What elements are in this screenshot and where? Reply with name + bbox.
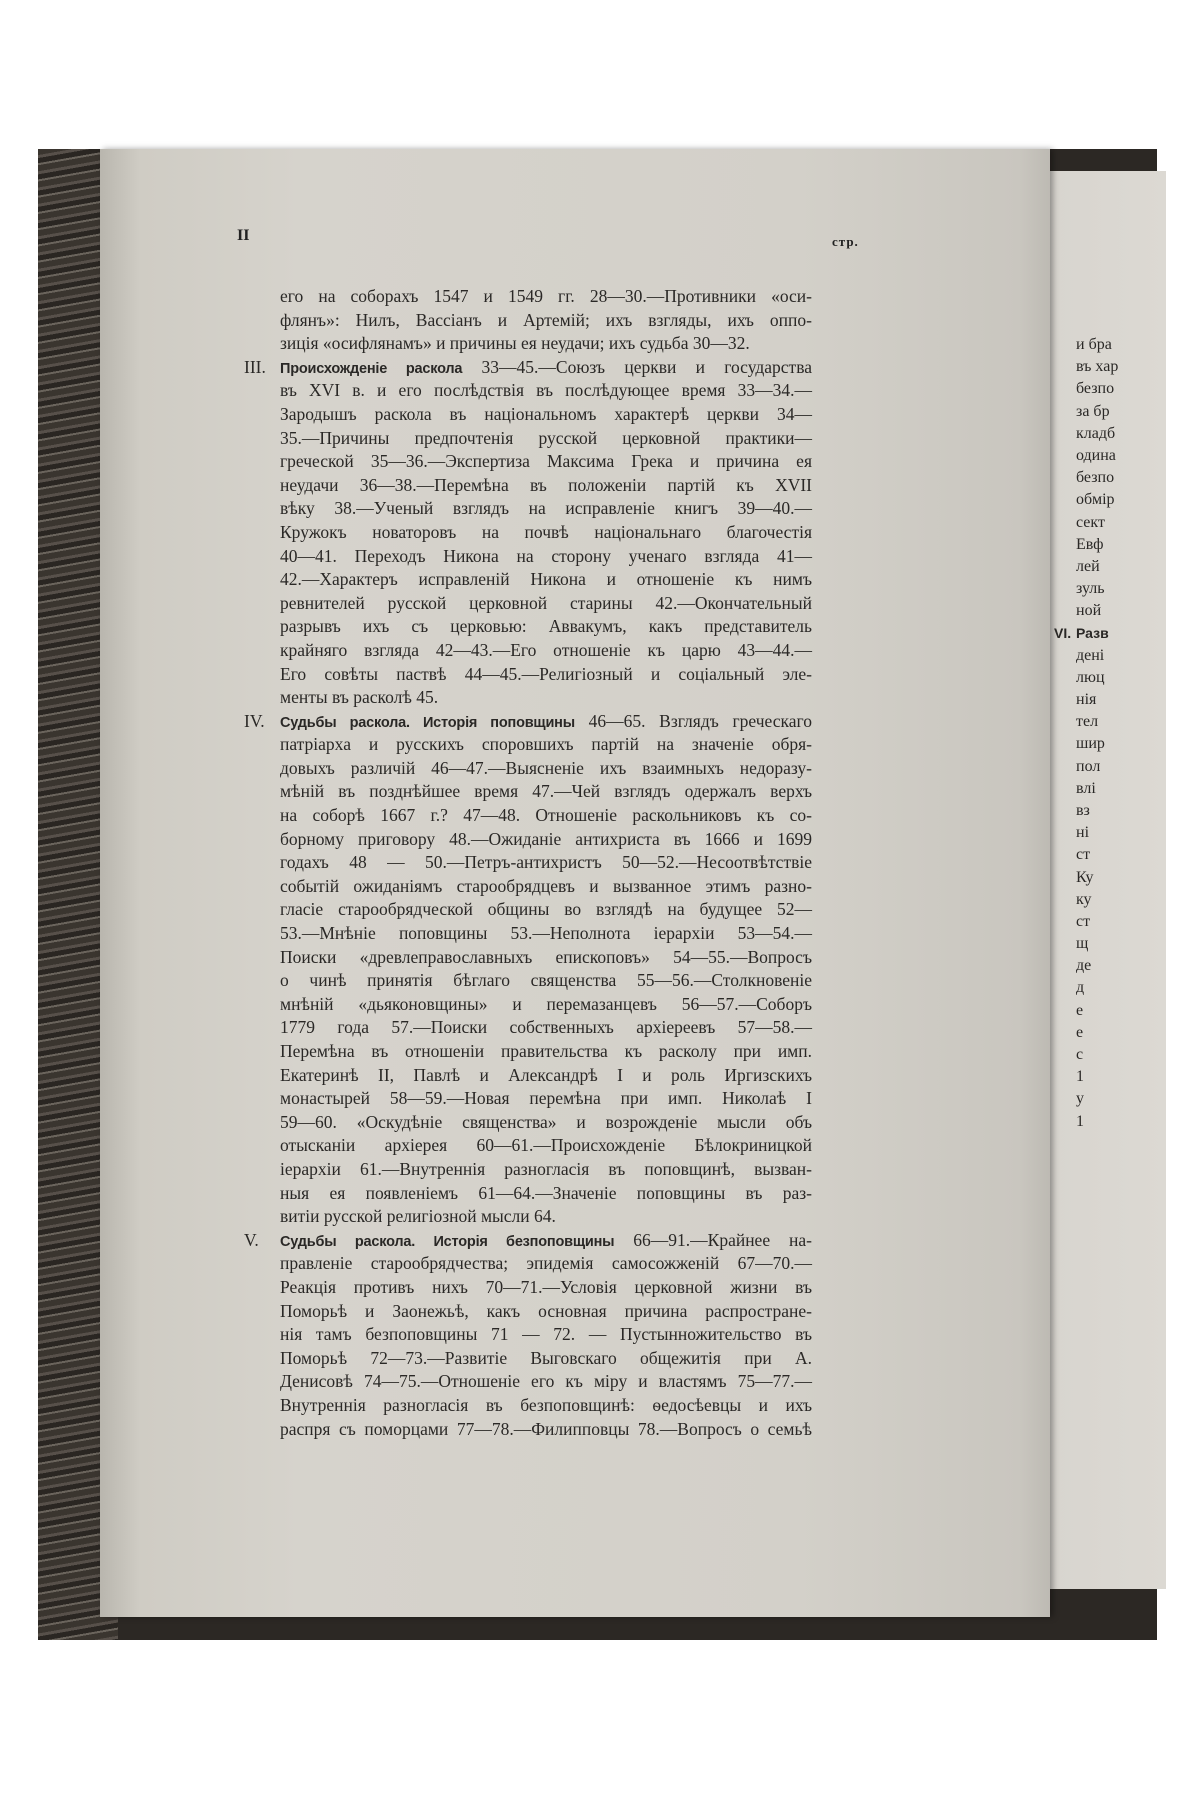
toc-line (280, 1087, 812, 1111)
right-page-line (1076, 645, 1118, 667)
line-text: гласіе старообрядческой общины во взглядѣ на будущее 52— (280, 899, 812, 920)
toc-line (280, 946, 812, 970)
line-text: патріарха и русскихъ споровшихъ партій на значеніе обря- (280, 734, 812, 755)
line-text: Реакція противъ нихъ 70—71.—Условія церковной жизни въ (280, 1276, 812, 1297)
right-page-line (1076, 1022, 1118, 1044)
line-text: нія (1076, 691, 1097, 708)
line-text: вз (1076, 801, 1090, 819)
line-text: довыхъ различій 46—47.—Выясненіе ихъ взаимныхъ недоразу- (280, 757, 812, 778)
section-number: VI. (1054, 625, 1072, 642)
toc-line (280, 450, 812, 474)
toc-line (280, 1347, 812, 1371)
toc-line (280, 615, 812, 639)
toc-line (280, 1300, 812, 1324)
line-text: вѣку 38.—Ученый взглядъ на исправленіе книгъ 39—40.— (280, 498, 812, 519)
right-page-line (1076, 977, 1118, 999)
toc-line (280, 379, 812, 403)
right-page-line (1076, 1000, 1118, 1022)
toc-line (280, 1394, 812, 1418)
line-text: разрывъ ихъ съ церковью: Аввакумъ, какъ представитель (280, 616, 812, 637)
section-number: V. (244, 1229, 259, 1250)
line-text: Поморьѣ и Заонежьѣ, какъ основная причина распростране- (280, 1300, 812, 1321)
toc-line (244, 710, 812, 734)
right-page-line (1076, 911, 1118, 933)
line-text: флянъ»: Нилъ, Вассіанъ и Артемій; ихъ взгляды, ихъ оппо- (280, 309, 812, 330)
right-page-line (1076, 1044, 1118, 1066)
toc-line (280, 969, 812, 993)
line-text: мнѣній «дьяконовщины» и перемазанцевъ 56—57.—Соборъ (280, 993, 812, 1014)
line-text: Зародышъ раскола въ національномъ характерѣ церкви 34— (280, 403, 812, 424)
toc-line (280, 1182, 812, 1206)
toc-line (280, 733, 812, 757)
line-text: ку (1076, 890, 1092, 908)
toc-line (280, 309, 812, 333)
line-text: на соборѣ 1667 г.? 47—48. Отношеніе раскольниковъ къ со- (280, 805, 812, 826)
right-page-line (1076, 933, 1118, 955)
line-text: 35.—Причины предпочтенія русской церковной практики— (280, 427, 812, 448)
line-text: о чинѣ принятія бѣглаго священства 55—56.—Столкновеніе (280, 970, 812, 991)
section-heading: Происхожденіе раскола (280, 360, 463, 377)
right-page-line (1076, 489, 1118, 511)
line-text: Ку (1076, 868, 1094, 886)
line-text: Кружокъ новаторовъ на почвѣ національнаго благочестія (280, 521, 812, 542)
toc-line (280, 285, 812, 309)
toc-line (280, 403, 812, 427)
line-text: лей (1076, 557, 1100, 575)
line-text: сект (1076, 513, 1105, 531)
line-text: греческой 35—36.—Экспертиза Максима Грека и причина ея (280, 451, 812, 472)
line-text: зуль (1076, 580, 1105, 598)
right-page-line (1076, 889, 1118, 911)
toc-line (280, 1064, 812, 1088)
toc-line (280, 1016, 812, 1040)
line-text: люц (1076, 668, 1105, 686)
line-text: безпо (1076, 469, 1115, 487)
toc-line (280, 1111, 812, 1135)
toc-line (280, 1134, 812, 1158)
line-text: зиція «осифлянамъ» и причины ея неудачи; ихъ судьба 30—32. (280, 333, 750, 354)
toc-line (280, 568, 812, 592)
toc-line (280, 828, 812, 852)
line-text: Екатеринѣ II, Павлѣ и Александрѣ I и роль Иргизскихъ (280, 1064, 812, 1085)
toc-line (280, 332, 812, 356)
line-text: отысканіи архіерея 60—61.—Происхожденіе Бѣлокриницкой (280, 1135, 812, 1156)
page-column-label: стр. (832, 234, 859, 249)
line-text: 1 (1076, 1068, 1084, 1086)
right-page-line (1076, 1111, 1118, 1133)
toc-line (280, 474, 812, 498)
table-of-contents (244, 285, 812, 1441)
toc-line (280, 639, 812, 663)
line-text: крайняго взгляда 42—43.—Его отношеніе къ царю 43—44.— (280, 639, 812, 660)
right-page-line (1076, 1066, 1118, 1088)
toc-line (280, 804, 812, 828)
right-page-line (1076, 467, 1118, 489)
line-text: влі (1076, 779, 1096, 797)
line-text: 33—45.—Союзъ церкви и государства (462, 356, 812, 377)
right-page-line (1054, 622, 1118, 644)
line-text: ныя ея появленіемъ 61—64.—Значеніе поповщины въ раз- (280, 1182, 812, 1203)
toc-line (280, 497, 812, 521)
line-text: Евф (1076, 535, 1104, 553)
toc-line (280, 1158, 812, 1182)
line-text: въ XVI в. и его послѣдствія въ послѣдующее время 33—34.— (280, 380, 812, 401)
line-text: годахъ 48 — 50.—Петръ-антихристъ 50—52.—Несоотвѣтствіе (280, 852, 812, 873)
line-text: пол (1076, 757, 1101, 775)
line-text: Разв (1076, 625, 1109, 642)
toc-line (280, 1323, 812, 1347)
line-text: 59—60. «Оскудѣніе священства» и возрожденіе мысли объ (280, 1111, 812, 1132)
line-text: мѣній въ позднѣйшее время 47.—Чей взглядъ одержалъ верхъ (280, 781, 812, 802)
page-number: II (237, 227, 250, 244)
right-page-line (1076, 778, 1118, 800)
toc-line (280, 898, 812, 922)
right-page-line (1076, 867, 1118, 889)
line-text: Поморьѣ 72—73.—Развитіе Выговскаго общежитія при А. (280, 1347, 812, 1368)
line-text: Перемѣна въ отношеніи правительства къ расколу при имп. (280, 1041, 812, 1061)
toc-line (280, 663, 812, 687)
line-text: борному приговору 48.—Ожиданіе антихриста въ 1666 и 1699 (280, 828, 812, 849)
toc-line (280, 757, 812, 781)
section-number: III. (244, 356, 266, 377)
line-text: ной (1076, 602, 1102, 620)
toc-line (280, 1418, 812, 1442)
toc-line (280, 1252, 812, 1276)
line-text: одина (1076, 446, 1116, 464)
right-page-line (1076, 600, 1118, 622)
line-text: правленіе старообрядчества; эпидемія самосожженій 67—70.— (280, 1253, 812, 1274)
toc-line (280, 521, 812, 545)
right-page-line (1076, 844, 1118, 866)
line-text: 46—65. Взглядъ греческаго (574, 710, 812, 731)
line-text: его на соборахъ 1547 и 1549 гг. 28—30.—Противники «оси- (280, 286, 812, 306)
line-text: с (1076, 1046, 1084, 1063)
line-text: Внутреннія разногласія въ безпоповщинѣ: ѳедосѣевцы и ихъ (280, 1394, 812, 1415)
section-heading: Судьбы раскола. Исторія безпоповщины (280, 1233, 615, 1250)
right-page-line (1076, 822, 1118, 844)
line-text: Поиски «древлеправославныхъ епископовъ» 54—55.—Вопросъ (280, 946, 812, 967)
right-page-line (1076, 733, 1118, 755)
line-text: и бра (1076, 336, 1112, 353)
line-text: неудачи 36—38.—Перемѣна въ положеніи партій къ XVII (280, 474, 812, 495)
line-text: Денисовѣ 74—75.—Отношеніе его къ міру и властямъ 75—77.— (280, 1371, 812, 1392)
toc-line (280, 592, 812, 616)
line-text: распря съ поморцами 77—78.—Филипповцы 78.—Вопросъ о семьѣ (280, 1418, 812, 1439)
toc-line (280, 875, 812, 899)
line-text: менты въ расколѣ 45. (280, 687, 439, 708)
toc-line (280, 993, 812, 1017)
line-text: 66—91.—Крайнее на- (614, 1229, 812, 1250)
line-text: за бр (1076, 402, 1110, 420)
right-page-line (1076, 711, 1118, 733)
line-text: ст (1076, 912, 1091, 930)
right-page-line (1076, 378, 1118, 400)
line-text: безпо (1076, 380, 1115, 398)
toc-line (280, 1205, 812, 1229)
toc-line (280, 686, 812, 710)
right-page-line (1076, 334, 1118, 356)
right-page-line (1076, 534, 1118, 556)
line-text: Его совѣты паствѣ 44—45.—Религіозный и соціальный эле- (280, 663, 812, 684)
line-text: ні (1076, 824, 1090, 842)
right-page-text (1054, 334, 1119, 1133)
toc-line (280, 427, 812, 451)
right-page-line (1076, 689, 1118, 711)
line-text: шир (1076, 735, 1105, 753)
right-page-line (1076, 800, 1118, 822)
right-page-line (1076, 445, 1118, 467)
line-text: обмір (1076, 491, 1115, 509)
right-page-line (1076, 955, 1118, 977)
line-text: кладб (1076, 424, 1116, 442)
right-page-line (1076, 401, 1118, 423)
right-page-line (1076, 1088, 1118, 1110)
toc-line (280, 545, 812, 569)
toc-line (244, 1229, 812, 1253)
line-text: 1779 года 57.—Поиски собственныхъ архіереевъ 57—58.— (280, 1017, 812, 1038)
line-text: дені (1076, 646, 1105, 664)
right-page-line (1076, 423, 1118, 445)
line-text: 1 (1076, 1112, 1084, 1130)
right-page-line (1076, 356, 1118, 378)
toc-line (280, 780, 812, 804)
section-number: IV. (244, 710, 265, 731)
line-text: событій ожиданіямъ старообрядцевъ и вызванное этимъ разно- (280, 875, 812, 896)
line-text: ревнителей русской церковной старины 42.—Окончательный (280, 592, 812, 613)
line-text: ст (1076, 846, 1091, 864)
toc-line (244, 356, 812, 380)
line-text: е (1076, 1023, 1084, 1041)
line-text: у (1076, 1090, 1084, 1108)
line-text: 42.—Характеръ исправленій Никона и отношеніе къ нимъ (280, 569, 812, 590)
right-page-line (1076, 756, 1118, 778)
line-text: щ (1076, 935, 1089, 953)
line-text: 40—41. Переходъ Никона на сторону ученаго взгляда 41— (280, 545, 812, 566)
right-page-line (1076, 667, 1118, 689)
right-page-line (1076, 512, 1118, 534)
line-text: витіи русской религіозной мысли 64. (280, 1206, 556, 1227)
line-text: нія тамъ безпоповщины 71 — 72. — Пустынножительство въ (280, 1324, 812, 1345)
line-text: тел (1076, 713, 1099, 731)
line-text: въ хар (1076, 358, 1119, 376)
right-page-line (1076, 556, 1118, 578)
right-page-line (1076, 578, 1118, 600)
toc-line (280, 1370, 812, 1394)
toc-line (280, 851, 812, 875)
line-text: д (1076, 979, 1085, 997)
line-text: де (1076, 957, 1092, 975)
section-heading: Судьбы раскола. Исторія поповщины (280, 714, 575, 731)
toc-line (280, 1040, 812, 1064)
line-text: е (1076, 1001, 1084, 1019)
line-text: 53.—Мнѣніе поповщины 53.—Неполнота іерархіи 53—54.— (280, 923, 812, 944)
line-text: монастырей 58—59.—Новая перемѣна при имп. Николаѣ I (280, 1088, 812, 1109)
toc-line (280, 922, 812, 946)
toc-line (280, 1276, 812, 1300)
line-text: іерархіи 61.—Внутреннія разногласія въ поповщинѣ, вызван- (280, 1158, 812, 1179)
